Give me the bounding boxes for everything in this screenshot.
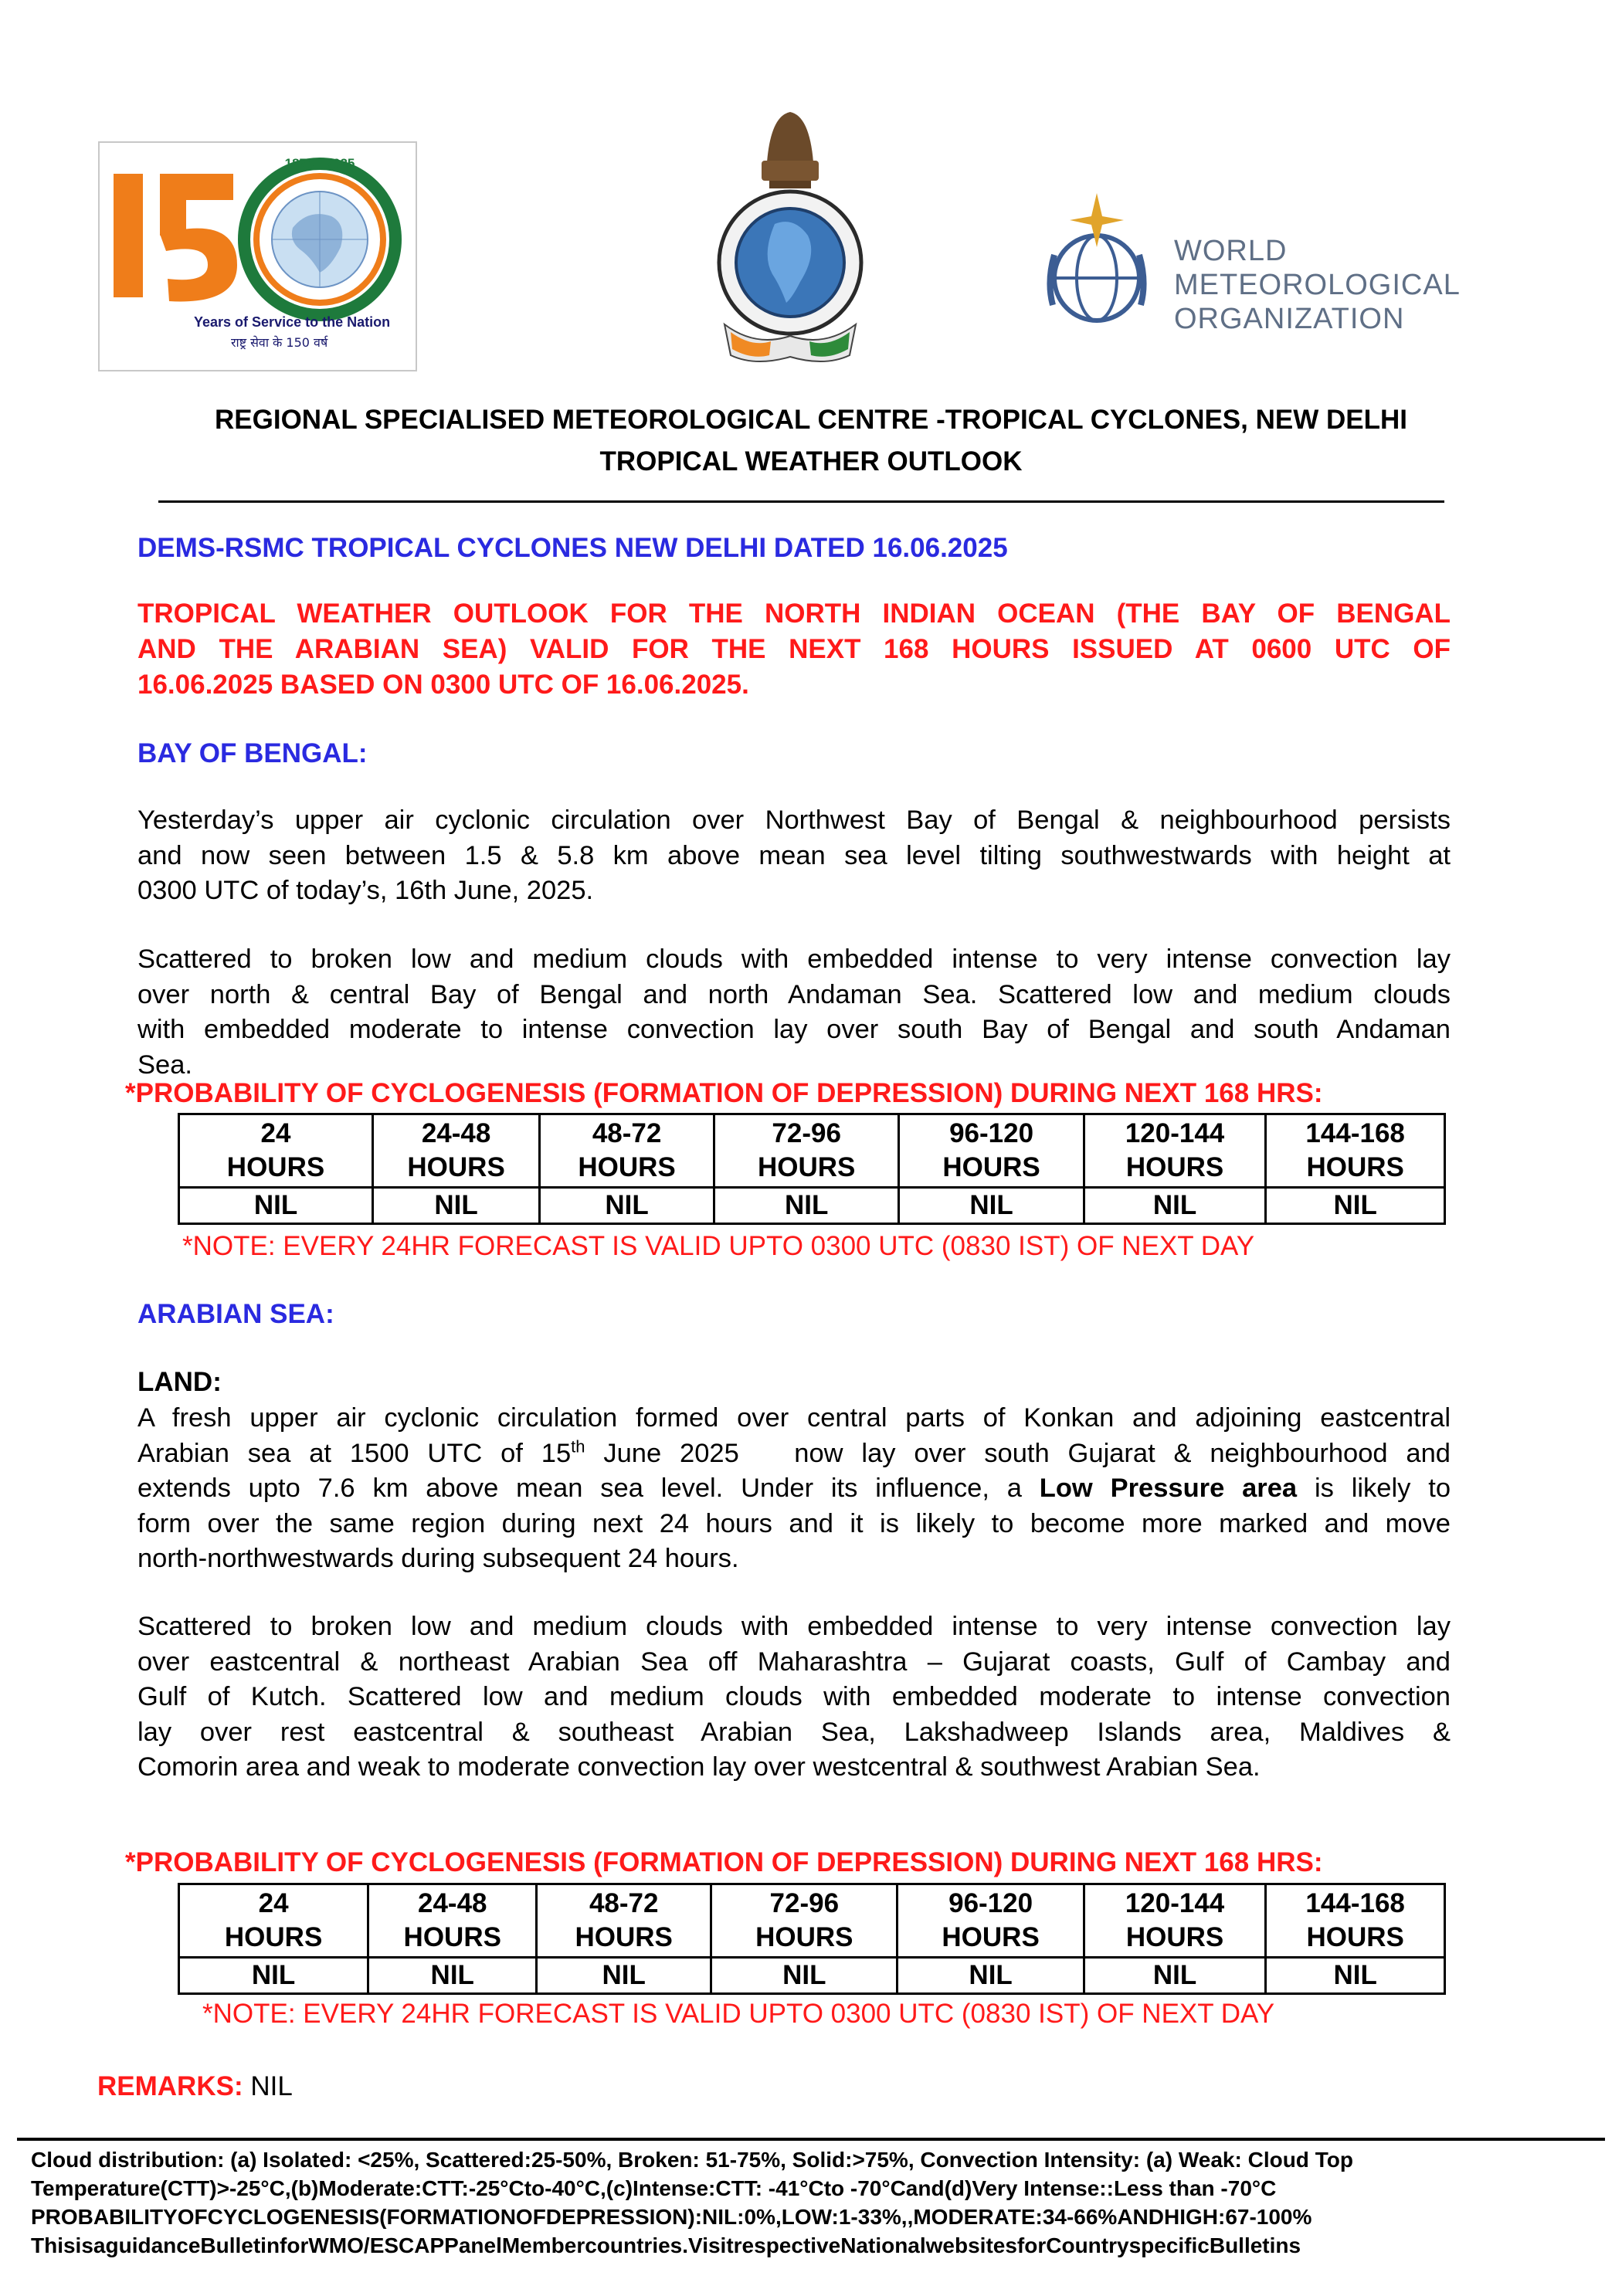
arabian-sea-paragraph-2 bbox=[137, 1609, 1451, 1786]
imd-emblem bbox=[709, 100, 871, 378]
footer-line: ThisisaguidanceBulletinforWMO/ESCAPPanelMembercountries.VisitrespectiveNationalwebsitesforCountryspecificBulletins bbox=[31, 2233, 1301, 2257]
land-paragraph bbox=[137, 1401, 1451, 1577]
probability-value: NIL bbox=[1266, 1188, 1445, 1224]
wmo-line-2: METEOROLOGICAL bbox=[1174, 269, 1461, 301]
remarks-value: NIL bbox=[243, 2071, 293, 2101]
paragraph-line: Scattered to broken low and medium clouds with embedded intense to very intense convection lay bbox=[137, 1612, 1451, 1641]
paragraph-line: Yesterday’s upper air cyclonic circulation over Northwest Bay of Bengal & neighbourhood persists bbox=[137, 805, 1451, 835]
footer-line: Temperature(CTT)>-25°C,(b)Moderate:CTT:-25°Cto-40°C,(c)Intense:CTT: -41°Cto -70°Cand(d)Very Intense::Less than -70°C bbox=[31, 2176, 1277, 2200]
remarks bbox=[97, 2071, 293, 2102]
probability-value: NIL bbox=[179, 1188, 373, 1224]
paragraph-line: over north & central Bay of Bengal and north Andaman Sea. Scattered low and medium clouds bbox=[137, 979, 1451, 1009]
outlook-line: AND THE ARABIAN SEA) VALID FOR THE NEXT 168 HOURS ISSUED AT 0600 UTC OF bbox=[137, 634, 1451, 664]
outlook-statement bbox=[137, 596, 1451, 703]
bob-probability-table bbox=[178, 1113, 1446, 1225]
land-heading: LAND: bbox=[137, 1367, 222, 1397]
outlook-line: TROPICAL WEATHER OUTLOOK FOR THE NORTH INDIAN OCEAN (THE BAY OF BENGAL bbox=[137, 599, 1451, 629]
probability-value: NIL bbox=[1084, 1958, 1266, 1994]
paragraph-line: and now seen between 1.5 & 5.8 km above mean sea level tilting southwestwards with height at bbox=[137, 840, 1451, 870]
footer-line: Cloud distribution: (a) Isolated: <25%, Scattered:25-50%, Broken: 51-75%, Solid:>75%, Convection Intensity: (a) Weak: Cloud Top bbox=[31, 2148, 1353, 2172]
wmo-emblem-icon bbox=[1031, 189, 1170, 344]
paragraph-line: Sea. bbox=[137, 1050, 192, 1080]
footer-legend bbox=[31, 2145, 1607, 2260]
paragraph-line: lay over rest eastcentral & southeast Arabian Sea, Lakshadweep Islands area, Maldives & bbox=[137, 1717, 1451, 1747]
paragraph-line: Comorin area and weak to moderate convection lay over westcentral & southwest Arabian Sea. bbox=[137, 1752, 1261, 1782]
bulletin-date-line: DEMS-RSMC TROPICAL CYCLONES NEW DELHI DATED 16.06.2025 bbox=[137, 533, 1008, 563]
wmo-line-1: WORLD bbox=[1174, 235, 1288, 267]
svg-text:Years of Service to the Nation: Years of Service to the Nation bbox=[194, 314, 391, 330]
remarks-label: REMARKS: bbox=[97, 2071, 243, 2101]
svg-text:राष्ट्र सेवा के 150 वर्ष: राष्ट्र सेवा के 150 वर्ष bbox=[231, 335, 328, 350]
bob-paragraph-1 bbox=[137, 803, 1451, 909]
as-forecast-note: *NOTE: EVERY 24HR FORECAST IS VALID UPTO 0300 UTC (0830 IST) OF NEXT DAY bbox=[202, 1999, 1275, 2029]
svg-text:1875 · 2025: 1875 · 2025 bbox=[284, 156, 355, 171]
wmo-logo bbox=[1031, 189, 1464, 344]
as-probability-table bbox=[178, 1883, 1446, 1995]
bob-probability-title: *PROBABILITY OF CYCLOGENESIS (FORMATION OF DEPRESSION) DURING NEXT 168 HRS: bbox=[125, 1078, 1323, 1108]
paragraph-line: form over the same region during next 24 hours and it is likely to become more marked and move bbox=[137, 1508, 1451, 1538]
probability-value: NIL bbox=[1266, 1958, 1445, 1994]
paragraph-line: over eastcentral & northeast Arabian Sea off Maharashtra – Gujarat coasts, Gulf of Cambay and bbox=[137, 1647, 1451, 1677]
probability-value: NIL bbox=[711, 1958, 898, 1994]
period-header: 144-168 HOURS bbox=[1266, 1114, 1445, 1188]
period-header: 72-96 HOURS bbox=[714, 1114, 899, 1188]
outlook-line: 16.06.2025 BASED ON 0300 UTC OF 16.06.2025. bbox=[137, 670, 749, 700]
imd-emblem-icon bbox=[709, 100, 871, 378]
probability-value: NIL bbox=[898, 1958, 1084, 1994]
paragraph-line: extends upto 7.6 km above mean sea level. Under its influence, a Low Pressure area is likely to bbox=[137, 1474, 1451, 1503]
paragraph-line: Scattered to broken low and medium clouds with embedded intense to very intense convection lay bbox=[137, 945, 1451, 974]
probability-value: NIL bbox=[373, 1188, 540, 1224]
period-header: 24 HOURS bbox=[179, 1884, 368, 1958]
bob-paragraph-2 bbox=[137, 942, 1451, 1083]
period-header: 24-48 HOURS bbox=[373, 1114, 540, 1188]
paragraph-line: Arabian sea at 1500 UTC of 15th June 2025 now lay over south Gujarat & neighbourhood and bbox=[137, 1436, 1451, 1468]
period-header: 96-120 HOURS bbox=[899, 1114, 1084, 1188]
period-header: 120-144 HOURS bbox=[1084, 1114, 1266, 1188]
period-header: 24 HOURS bbox=[179, 1114, 373, 1188]
paragraph-line: north-northwestwards during subsequent 24 hours. bbox=[137, 1544, 739, 1573]
period-header: 72-96 HOURS bbox=[711, 1884, 898, 1958]
period-header: 144-168 HOURS bbox=[1266, 1884, 1445, 1958]
probability-value: NIL bbox=[537, 1958, 711, 1994]
bob-forecast-note: *NOTE: EVERY 24HR FORECAST IS VALID UPTO 0300 UTC (0830 IST) OF NEXT DAY bbox=[182, 1231, 1255, 1261]
period-header: 48-72 HOURS bbox=[537, 1884, 711, 1958]
paragraph-line: 0300 UTC of today’s, 16th June, 2025. bbox=[137, 876, 594, 905]
period-header: 24-48 HOURS bbox=[368, 1884, 537, 1958]
document-header-line-1: REGIONAL SPECIALISED METEOROLOGICAL CENTRE -TROPICAL CYCLONES, NEW DELHI bbox=[215, 405, 1407, 435]
as-probability-title: *PROBABILITY OF CYCLOGENESIS (FORMATION OF DEPRESSION) DURING NEXT 168 HRS: bbox=[125, 1847, 1323, 1877]
low-pressure-area-emphasis: Low Pressure area bbox=[1039, 1474, 1298, 1503]
arabian-sea-heading: ARABIAN SEA: bbox=[137, 1299, 334, 1329]
bay-of-bengal-heading: BAY OF BENGAL: bbox=[137, 738, 368, 768]
period-header: 120-144 HOURS bbox=[1084, 1884, 1266, 1958]
footer-divider bbox=[17, 2138, 1605, 2141]
period-header: 96-120 HOURS bbox=[898, 1884, 1084, 1958]
probability-value: NIL bbox=[179, 1958, 368, 1994]
probability-value: NIL bbox=[1084, 1188, 1266, 1224]
probability-value: NIL bbox=[899, 1188, 1084, 1224]
document-header-line-2: TROPICAL WEATHER OUTLOOK bbox=[599, 446, 1023, 476]
probability-value: NIL bbox=[714, 1188, 899, 1224]
paragraph-line: A fresh upper air cyclonic circulation formed over central parts of Konkan and adjoining eastcentral bbox=[137, 1403, 1451, 1433]
probability-value: NIL bbox=[540, 1188, 714, 1224]
wmo-line-3: ORGANIZATION bbox=[1174, 303, 1405, 335]
footer-line: PROBABILITYOFCYCLOGENESIS(FORMATIONOFDEPRESSION):NIL:0%,LOW:1-33%,,MODERATE:34-66%ANDHIGH:67-100% bbox=[31, 2205, 1312, 2229]
imd-150-years-logo bbox=[98, 141, 417, 371]
probability-value: NIL bbox=[368, 1958, 537, 1994]
paragraph-line: Gulf of Kutch. Scattered low and medium clouds with embedded moderate to intense convection bbox=[137, 1682, 1451, 1711]
period-header: 48-72 HOURS bbox=[540, 1114, 714, 1188]
paragraph-line: with embedded moderate to intense convection lay over south Bay of Bengal and south Andaman bbox=[137, 1015, 1451, 1044]
imd-150-logo-icon bbox=[100, 143, 416, 370]
header-divider bbox=[158, 500, 1444, 503]
